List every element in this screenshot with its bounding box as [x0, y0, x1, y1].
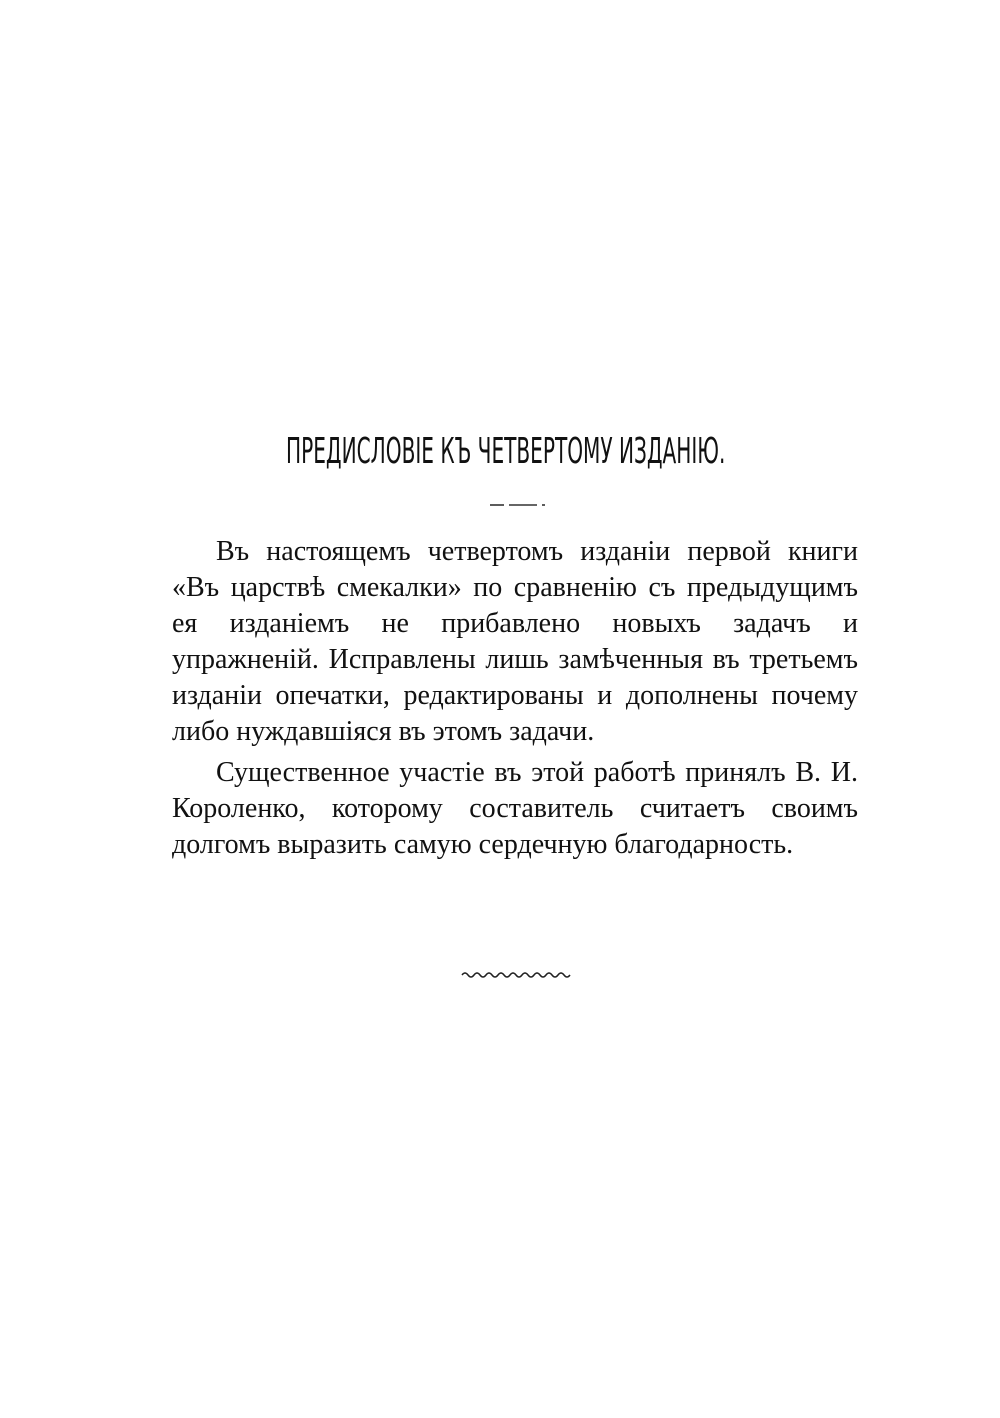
preface-paragraph: Въ настоящемъ четвертомъ изданіи первой книги «Въ царствѣ смекалки» по сравненію съ предыдущимъ ея изданіемъ не прибавлено новыхъ задачъ и упражненій. Исправлены лишь замѣченныя въ третьемъ изданіи опечатки, редактированы и дополнены почему либо нуждавшіяся въ этомъ задачи. [172, 536, 858, 747]
dash-ornament [490, 502, 546, 508]
preface-title: ПРЕДИСЛОВІЕ КЪ ЧЕТВЕРТОМУ ИЗДАНІЮ. [286, 431, 726, 472]
preface-body [172, 534, 858, 863]
wave-ornament [460, 968, 575, 980]
preface-paragraph: Существенное участіе въ этой работѣ принялъ В. И. Короленко, которому составитель считаетъ своимъ долгомъ выразить самую сердечную благодарность. [172, 757, 858, 860]
